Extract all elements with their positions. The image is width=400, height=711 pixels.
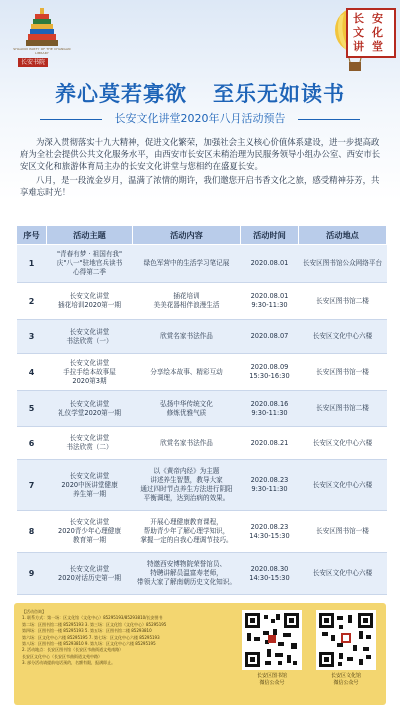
row-time: 2020.08.16 9:30-11:30 — [241, 391, 299, 427]
qr-code-library[interactable] — [242, 610, 302, 670]
intro-text — [20, 136, 382, 200]
row-topic: 长安文化讲堂 书法欣赏（一） — [47, 320, 133, 354]
row-no: 9 — [17, 553, 47, 595]
row-content: 欣赏名家书法作品 — [133, 320, 241, 354]
table-row — [17, 320, 387, 354]
contact-line: 【活动咨询】 — [22, 609, 46, 614]
row-time: 2020.08.09 15:30-16:30 — [241, 354, 299, 391]
table-row — [17, 553, 387, 595]
contact-line: 1. 联系方式：第一场：区文化馆（文化中心）85295193/85293810/长安图书 — [22, 615, 163, 621]
qr-code-icon — [319, 613, 373, 667]
row-no: 5 — [17, 391, 47, 427]
row-no: 3 — [17, 320, 47, 354]
row-place: 长安区文化中心六楼 — [299, 553, 387, 595]
row-place: 长安区图书馆一楼 — [299, 511, 387, 553]
row-topic: 长安文化讲堂 插花培训2020第一期 — [47, 283, 133, 320]
table-row — [17, 391, 387, 427]
row-topic: 长安文化讲堂 2020对话历史第一期 — [47, 553, 133, 595]
table-header-row — [17, 226, 387, 245]
logo-sub-tag: 长安书院 — [18, 58, 48, 67]
badge-char-6: 堂 — [372, 40, 383, 53]
table-row — [17, 245, 387, 283]
row-content: 以《黄帝内经》为主题 讲述养生智慧，教导大家 通过四时节点养生方法进行阴阳 平衡调理，达到治病的效果。 — [133, 460, 241, 511]
badge-char-2: 安 — [372, 12, 383, 25]
row-topic: 长安文化讲堂 礼仪学堂2020第一期 — [47, 391, 133, 427]
row-topic: 长安文化讲堂 手拉手绘本故事屋 2020第3期 — [47, 354, 133, 391]
pagoda-icon — [26, 8, 58, 46]
contact-line: 第四场：区图书馆一楼 85295193 5. 第五场：区图书馆二楼 85293810 — [22, 628, 152, 634]
table-row — [17, 283, 387, 320]
table-row — [17, 354, 387, 391]
schedule-table — [16, 225, 387, 595]
footer-panel — [14, 603, 386, 705]
row-content: 开展心理健康教育课程， 帮助青少年了解心理学知识， 掌握一定的自我心理调节技巧。 — [133, 511, 241, 553]
qr-label-culture-center-text: 长安区文化馆 微信公众号 — [330, 673, 361, 686]
intro-paragraph-2: 八月，是一段流金岁月，温满了浓情的期许，我们邀您开启书香文化之旅，感受精神芬芳，共享难忘时光！ — [20, 175, 380, 197]
row-time: 2020.08.30 14:30-15:30 — [241, 553, 299, 595]
header-topic: 活动主题 — [47, 226, 133, 245]
row-topic: 长安文化讲堂 书法欣赏（二） — [47, 427, 133, 460]
contact-line: 第八场：区图书馆一楼 85293810 9. 第九场：区文化中心六楼 85295195 — [22, 641, 156, 647]
subtitle-bar — [0, 110, 400, 128]
row-content: 特邀西安博物院荣誉馆员、 特聘讲解员温富寿老师， 带领大家了解南朝历史文化知识。 — [133, 553, 241, 595]
slogan-right: 至乐无如读书 — [213, 81, 345, 106]
row-no: 4 — [17, 354, 47, 391]
slogan — [0, 78, 400, 108]
badge-char-3: 文 — [353, 26, 364, 39]
row-no: 7 — [17, 460, 47, 511]
contact-line: 长安区文化中心（长安区韦曲街道文苑中路） — [22, 653, 102, 659]
library-logo — [6, 8, 78, 70]
row-topic: 长安文化讲堂 2020中医讲堂健康 养生第一期 — [47, 460, 133, 511]
row-content: 弘扬中华传统文化 修炼优雅气质 — [133, 391, 241, 427]
table-row — [17, 460, 387, 511]
row-no: 1 — [17, 245, 47, 283]
header-content: 活动内容 — [133, 226, 241, 245]
row-content: 欣赏名家书法作品 — [133, 427, 241, 460]
contact-line: 2. 活动地点：长安区图书馆（长安区韦曲街道文苑南路） — [22, 647, 124, 653]
row-topic: 长安文化讲堂 2020青少年心理健康 教育第一期 — [47, 511, 133, 553]
table-row — [17, 427, 387, 460]
row-time: 2020.08.23 14:30-15:30 — [241, 511, 299, 553]
row-no: 2 — [17, 283, 47, 320]
row-time: 2020.08.01 — [241, 245, 299, 283]
row-time: 2020.08.23 9:30-11:30 — [241, 460, 299, 511]
badge-char-5: 讲 — [353, 40, 364, 53]
qr-code-icon — [245, 613, 299, 667]
contact-info — [22, 609, 232, 667]
lecture-badge — [346, 8, 396, 58]
row-time: 2020.08.01 9:30-11:30 — [241, 283, 299, 320]
qr-label-library — [239, 673, 305, 686]
qr-code-culture-center[interactable] — [316, 610, 376, 670]
row-no: 8 — [17, 511, 47, 553]
badge-char-4: 化 — [372, 26, 383, 39]
slogan-left: 养心莫若寡欲 — [55, 81, 187, 106]
row-place: 长安区图书馆二楼 — [299, 391, 387, 427]
row-place: 长安区图书馆二楼 — [299, 283, 387, 320]
logo-english-text: SHAANXI PARTY OF THE CHANGAN LIBRARY — [13, 47, 71, 55]
row-content: 绿色军营中的生活学习笔记展 — [133, 245, 241, 283]
contact-line: 第六场：区文化中心六楼 85295195 7. 第七场：区文化中心六楼 85295193 — [22, 634, 160, 640]
row-topic: "青春有梦 · 祖国有我" 庆"八一"驻地官兵读书 心得第二季 — [47, 245, 133, 283]
contact-line: 第二场：区图书馆二楼 85295193 3. 第三场：区文化馆（文化中心）85295195 — [22, 621, 167, 627]
intro-paragraph-1: 为深入贯彻落实十九大精神，促进文化繁荣，加强社会主义核心价值体系建设，进一步提高政府为全社会提供公共文化服务水平，由西安市长安区未稍治理为民服务领导小组办公室、西安市长安区文化和旅游体育局主办的长安文化讲堂与您相约在盛夏长安。 — [20, 137, 381, 171]
row-place: 长安区文化中心六楼 — [299, 320, 387, 354]
header — [0, 0, 400, 125]
badge-char-1: 长 — [353, 12, 364, 25]
table-row — [17, 511, 387, 553]
qr-label-culture-center — [313, 673, 379, 686]
row-time: 2020.08.21 — [241, 427, 299, 460]
row-place: 长安区图书馆一楼 — [299, 354, 387, 391]
row-content: 插花培训 美美花器相伴浪漫生活 — [133, 283, 241, 320]
qr-label-library-text: 长安区图书馆 微信公众号 — [256, 673, 287, 686]
row-place: 长安区文化中心六楼 — [299, 460, 387, 511]
page-subtitle: 长安文化讲堂2020年八月活动预告 — [114, 112, 286, 125]
row-place: 长安区文化中心六楼 — [299, 427, 387, 460]
row-time: 2020.08.07 — [241, 320, 299, 354]
row-content: 分享绘本故事、精彩互动 — [133, 354, 241, 391]
row-no: 6 — [17, 427, 47, 460]
header-no: 序号 — [17, 226, 47, 245]
header-place: 活动地点 — [299, 226, 387, 245]
row-place: 长安区图书馆公众网络平台 — [299, 245, 387, 283]
header-time: 活动时间 — [241, 226, 299, 245]
contact-line: 3. 部分活动请提前电话预约，名额有限，报满即止。 — [22, 660, 116, 666]
